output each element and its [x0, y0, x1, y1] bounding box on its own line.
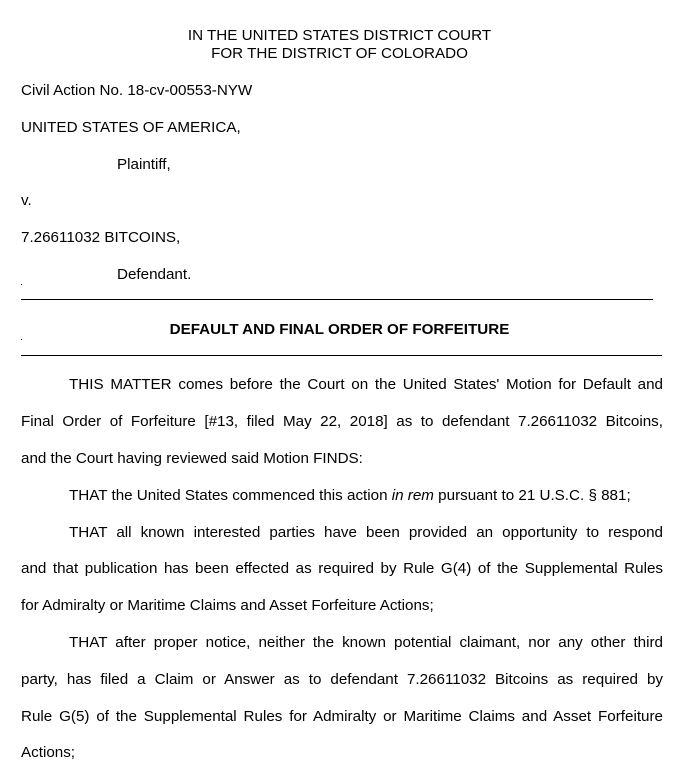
- district-line: FOR THE DISTRICT OF COLORADO: [211, 45, 468, 62]
- in-rem-phrase: in rem: [391, 487, 434, 504]
- court-name-line: IN THE UNITED STATES DISTRICT COURT: [187, 27, 492, 44]
- title-divider: [21, 355, 662, 356]
- paragraph-4-line-3: Rule G(5) of the Supplemental Rules for Admiralty or Maritime Claims and Asset Forfeiture: [21, 708, 663, 725]
- defendant-name: 7.26611032 BITCOINS,: [21, 229, 181, 246]
- order-title: DEFAULT AND FINAL ORDER OF FORFEITURE: [169, 321, 510, 338]
- plaintiff-role: Plaintiff,: [117, 156, 171, 173]
- paragraph-3-line-2: and that publication has been effected as required by Rule G(4) of the Supplemental Rules: [21, 560, 663, 577]
- paragraph-2-start: THAT the United States commenced this action: [69, 487, 392, 504]
- paragraph-1-line-2: Final Order of Forfeiture [#13, filed May 22, 2018] as to defendant 7.26611032 Bitcoins,: [21, 413, 663, 430]
- paragraph-1-line-1: THIS MATTER comes before the Court on the United States' Motion for Default and: [69, 376, 663, 393]
- paragraph-3-line-3: for Admiralty or Maritime Claims and Asset Forfeiture Actions;: [21, 597, 434, 614]
- defendant-role: Defendant.: [117, 266, 192, 283]
- paragraph-4-line-1: THAT after proper notice, neither the known potential claimant, nor any other third: [69, 634, 663, 651]
- caption-divider: [21, 299, 653, 300]
- paragraph-2: [69, 487, 631, 505]
- paragraph-2-end: pursuant to 21 U.S.C. § 881;: [433, 487, 631, 504]
- versus: v.: [21, 192, 32, 209]
- paragraph-4-line-2: party, has filed a Claim or Answer as to defendant 7.26611032 Bitcoins as required by: [21, 671, 663, 688]
- paragraph-3-line-1: THAT all known interested parties have been provided an opportunity to respond: [69, 524, 663, 541]
- plaintiff-name: UNITED STATES OF AMERICA,: [21, 119, 241, 136]
- caption-mark: [21, 284, 22, 285]
- paragraph-1-line-3: and the Court having reviewed said Motion FINDS:: [21, 450, 363, 467]
- civil-action-number: Civil Action No. 18-cv-00553-NYW: [21, 82, 253, 99]
- paragraph-4-line-4: Actions;: [21, 744, 76, 761]
- title-mark: [21, 339, 22, 340]
